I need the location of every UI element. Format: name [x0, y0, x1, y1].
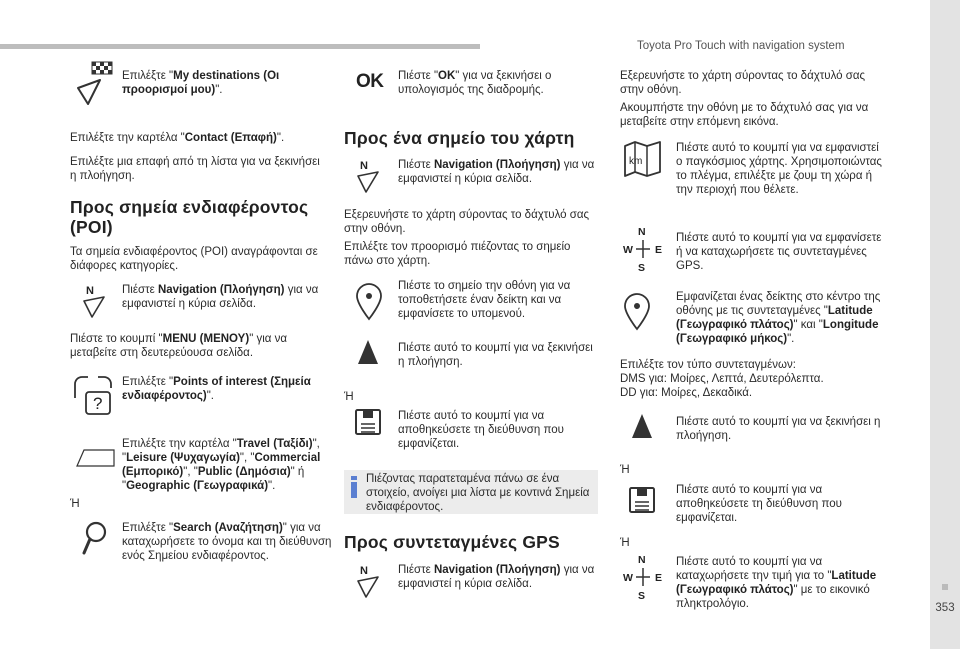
- gps-compass-icon: N W E S: [623, 226, 663, 274]
- header-rule: [0, 44, 480, 49]
- search-icon: [82, 521, 108, 555]
- text-ok: Πιέστε "OK" για να ξεκινήσει ο υπολογισμός της διαδρομής.: [398, 70, 552, 96]
- text-poi-select: Επιλέξτε "Points of interest (Σημεία ενδιαφέροντος)".: [122, 376, 311, 402]
- text-coordinate-type: Επιλέξτε τον τύπο συντεταγμένων: DMS για: Μοίρες, Λεπτά, Δευτερόλεπτα. DD για: Μοίρες, Δεκαδικά.: [620, 359, 824, 399]
- start-navigation-icon: [630, 412, 654, 442]
- text-or-1: Ή: [70, 498, 80, 510]
- text-map-nav: Πιέστε Navigation (Πλοήγηση) για να εμφανιστεί η κύρια σελίδα.: [398, 159, 595, 185]
- svg-text:N: N: [360, 160, 368, 172]
- heading-map-point: Προς ένα σημείο του χάρτη: [344, 128, 575, 148]
- svg-text:N: N: [360, 565, 368, 577]
- text-poi-intro: Τα σημεία ενδιαφέροντος (POI) αναγράφονται σε διάφορες κατηγορίες.: [70, 246, 318, 272]
- gps-compass-icon: N W E S: [623, 554, 663, 602]
- heading-poi: Προς σημεία ενδιαφέροντος (POI): [70, 197, 309, 237]
- text-gps-show: Πιέστε αυτό το κουμπί για να εμφανίσετε ή να καταχωρήσετε τις συντεταγμένες GPS.: [676, 232, 882, 272]
- text-pointer: Εμφανίζεται ένας δείκτης στο κέντρο της οθόνης με τις συντεταγμένες "Latitude (Γεωγραφικό πλάτος)" και "Longitude (Γεωγραφικό μήκος)".: [676, 291, 881, 345]
- text-map-pointer: Πιέστε το σημείο την οθόνη για να τοποθετήσετε έναν δείκτη και να εμφανίσετε το υπομενού.: [398, 280, 571, 320]
- world-map-icon: [622, 138, 664, 180]
- text-map-explore: Εξερευνήστε το χάρτη σύροντας το δάχτυλό σας στην οθόνη.: [344, 209, 590, 235]
- svg-text:?: ?: [93, 394, 103, 413]
- text-poi-tabs: Επιλέξτε την καρτέλα "Travel (Ταξίδι)", "Leisure (Ψυχαγωγία)", "Commercial (Εμπορικό)", "Public (Δημόσια)" ή "Geographic (Γεωγραφικά)".: [122, 438, 321, 492]
- navigation-arrow-icon: [356, 158, 380, 194]
- svg-text:km: km: [629, 156, 643, 167]
- text-info: Πιέζοντας παρατεταμένα πάνω σε ένα στοιχείο, ανοίγει μια λίστα με κοντινά Σημεία ενδιαφέροντος.: [366, 473, 590, 513]
- text-or-2: Ή: [344, 391, 354, 403]
- ok-button-icon: OK: [356, 71, 384, 92]
- text-latitude: Πιέστε αυτό το κουμπί για να καταχωρήσετε την τιμή για το "Latitude (Γεωγραφικό πλάτος)" με το εικονικό πληκτρολόγιο.: [676, 556, 877, 610]
- text-start: Πιέστε αυτό το κουμπί για να ξεκινήσει η πλοήγηση.: [676, 416, 881, 442]
- text-poi-search: Επιλέξτε "Search (Αναζήτηση)" για να καταχωρήσετε το όνομα και τη διεύθυνση ενός Σημείου ενδιαφέροντος.: [122, 522, 332, 562]
- text-explore: Εξερευνήστε το χάρτη σύροντας το δάχτυλό σας στην οθόνη.: [620, 70, 866, 96]
- text-poi-menu: Πιέστε το κουμπί "MENU (ΜΕΝΟΥ)" για να μεταβείτε στη δευτερεύουσα σελίδα.: [70, 333, 288, 359]
- text-touch: Ακουμπήστε την οθόνη με το δάχτυλό σας για να μεταβείτε στην επόμενη εικόνα.: [620, 102, 869, 128]
- running-header: Toyota Pro Touch with navigation system: [637, 40, 845, 52]
- save-disk-icon: [628, 486, 656, 514]
- navigation-arrow-icon: [82, 283, 106, 319]
- page-number: 353: [935, 602, 955, 614]
- page-margin-strip: [930, 0, 960, 649]
- text-or-4: Ή: [620, 537, 630, 549]
- text-save: Πιέστε αυτό το κουμπί για να αποθηκεύσετε τη διεύθυνση που εμφανίζεται.: [676, 484, 842, 524]
- svg-text:N: N: [86, 285, 94, 297]
- text-map-start: Πιέστε αυτό το κουμπί για να ξεκινήσει η πλοήγηση.: [398, 342, 593, 368]
- text-map-save: Πιέστε αυτό το κουμπί για να αποθηκεύσετε τη διεύθυνση που εμφανίζεται.: [398, 410, 564, 450]
- poi-question-icon: [72, 374, 114, 416]
- tab-shape-icon: [76, 446, 116, 468]
- text-world-map: Πιέστε αυτό το κουμπί για να εμφανιστεί ο παγκόσμιος χάρτης. Χρησιμοποιώντας το πλέγμα, επιλέξτε με ζουμ τη χώρα ή την περιοχή που θέλετε.: [676, 142, 882, 196]
- text-contact-pick: Επιλέξτε μια επαφή από τη λίστα για να ξεκινήσει η πλοήγηση.: [70, 156, 320, 182]
- save-disk-icon: [354, 408, 382, 436]
- text-poi-nav: Πιέστε Navigation (Πλοήγηση) για να εμφανιστεί η κύρια σελίδα.: [122, 284, 319, 310]
- navigation-arrow-icon: [356, 563, 380, 599]
- text-map-select: Επιλέξτε τον προορισμό πιέζοντας το σημείο πάνω στο χάρτη.: [344, 241, 571, 267]
- page-marker: [942, 584, 948, 590]
- heading-gps: Προς συντεταγμένες GPS: [344, 532, 560, 552]
- destination-flag-icon: [76, 60, 114, 108]
- start-navigation-icon: [356, 338, 380, 368]
- text-contact-tab: Επιλέξτε την καρτέλα "Contact (Επαφή)".: [70, 132, 285, 144]
- text-or-3: Ή: [620, 464, 630, 476]
- text-my-destinations: Επιλέξτε "My destinations (Οι προορισμοί μου)".: [122, 70, 280, 96]
- map-marker-icon: [622, 292, 652, 332]
- map-marker-icon: [354, 282, 384, 322]
- info-icon: [350, 476, 358, 498]
- text-gps-nav: Πιέστε Navigation (Πλοήγηση) για να εμφανιστεί η κύρια σελίδα.: [398, 564, 595, 590]
